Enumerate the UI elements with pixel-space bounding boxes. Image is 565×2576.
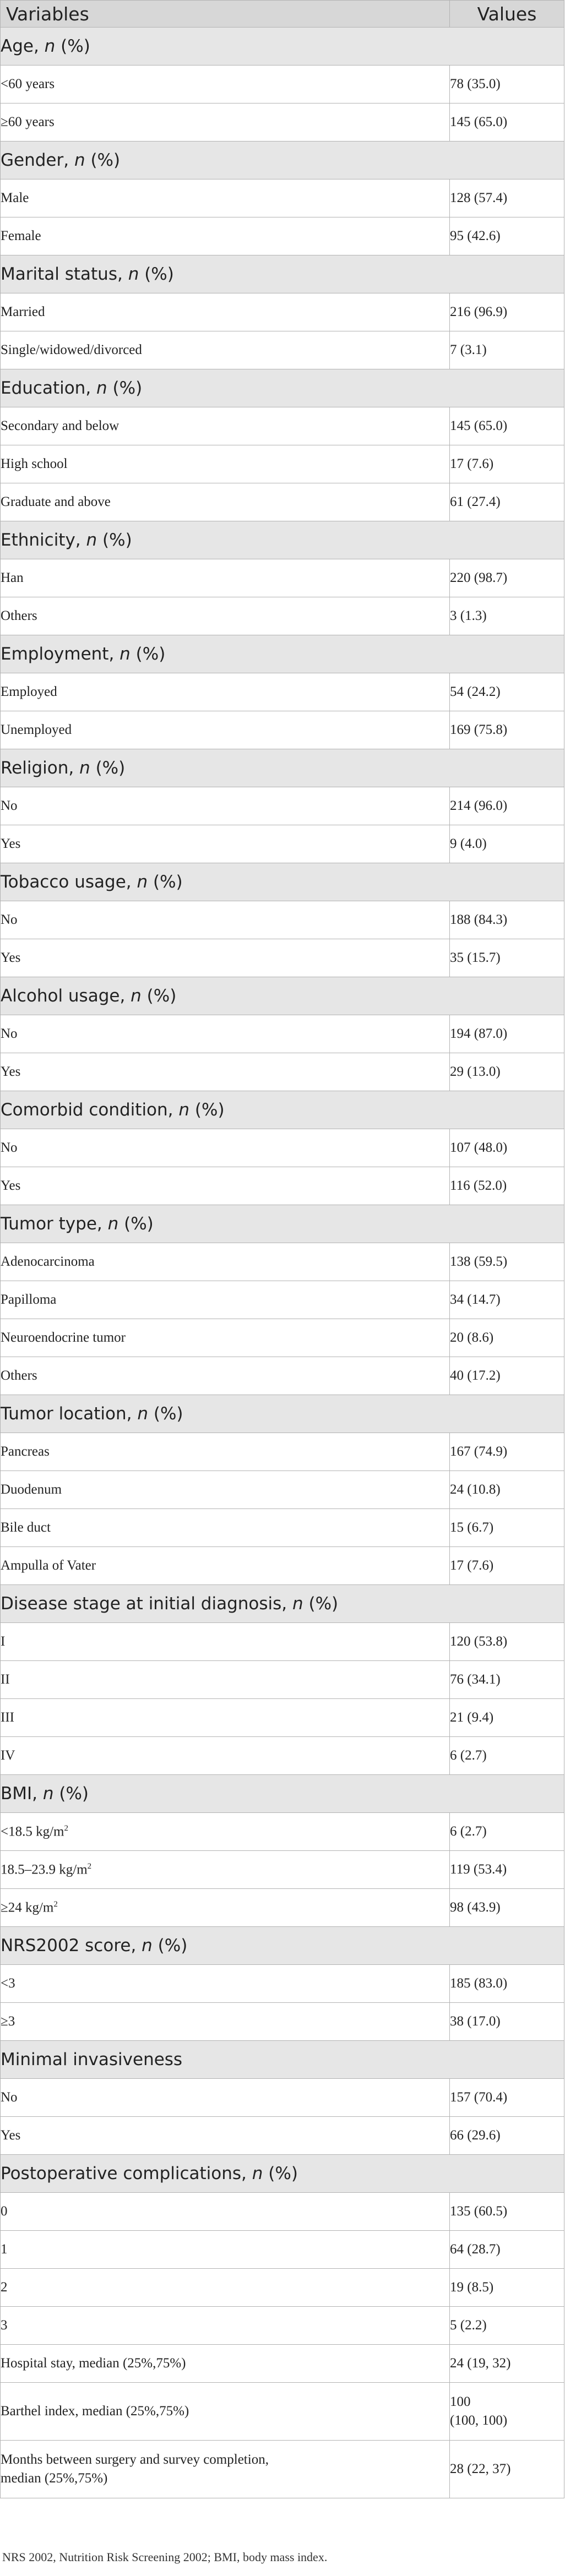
table-row bbox=[1, 787, 564, 825]
section-title: NRS2002 score, n (%) bbox=[1, 1927, 564, 1965]
row-value: 35 (15.7) bbox=[450, 939, 564, 977]
section-title: Ethnicity, n (%) bbox=[1, 521, 564, 559]
row-value: 78 (35.0) bbox=[450, 66, 564, 104]
row-value: 21 (9.4) bbox=[450, 1699, 564, 1737]
row-value: 167 (74.9) bbox=[450, 1433, 564, 1471]
table-row bbox=[1, 2269, 564, 2307]
row-label: Others bbox=[1, 597, 450, 635]
section-header-row bbox=[1, 1927, 564, 1965]
row-value: 66 (29.6) bbox=[450, 2117, 564, 2155]
section-header-row bbox=[1, 1205, 564, 1243]
table-row bbox=[1, 1699, 564, 1737]
variables-header: Variables bbox=[1, 1, 450, 28]
row-label: No bbox=[1, 787, 450, 825]
row-value: 116 (52.0) bbox=[450, 1167, 564, 1205]
row-value: 40 (17.2) bbox=[450, 1357, 564, 1395]
section-title: Gender, n (%) bbox=[1, 141, 564, 179]
table-row bbox=[1, 2117, 564, 2155]
row-value: 98 (43.9) bbox=[450, 1889, 564, 1927]
row-label: No bbox=[1, 2079, 450, 2117]
section-header-row bbox=[1, 28, 564, 66]
row-value: 135 (60.5) bbox=[450, 2193, 564, 2231]
table-row bbox=[1, 1053, 564, 1091]
section-title: Disease stage at initial diagnosis, n (%) bbox=[1, 1585, 564, 1623]
row-value: 38 (17.0) bbox=[450, 2003, 564, 2041]
row-value: 138 (59.5) bbox=[450, 1243, 564, 1281]
row-value: 194 (87.0) bbox=[450, 1015, 564, 1053]
table-row bbox=[1, 1623, 564, 1661]
row-value: 61 (27.4) bbox=[450, 483, 564, 521]
table-row bbox=[1, 1965, 564, 2003]
row-label: Male bbox=[1, 179, 450, 217]
table-row bbox=[1, 1281, 564, 1319]
row-label: Papilloma bbox=[1, 1281, 450, 1319]
row-value: 120 (53.8) bbox=[450, 1623, 564, 1661]
row-label: Neuroendocrine tumor bbox=[1, 1319, 450, 1357]
table-row bbox=[1, 179, 564, 217]
table-row bbox=[1, 559, 564, 597]
row-label: No bbox=[1, 1129, 450, 1167]
row-label: Ampulla of Vater bbox=[1, 1547, 450, 1585]
row-value: 145 (65.0) bbox=[450, 104, 564, 141]
row-value: 15 (6.7) bbox=[450, 1509, 564, 1547]
table-row bbox=[1, 1471, 564, 1509]
table-row bbox=[1, 711, 564, 749]
table-row bbox=[1, 1243, 564, 1281]
row-label: <18.5 $kg/m^2$ bbox=[1, 1813, 450, 1851]
table-row bbox=[1, 2441, 564, 2498]
table-row bbox=[1, 217, 564, 255]
row-value: 169 (75.8) bbox=[450, 711, 564, 749]
row-label: Barthel index, median (25%,75%) bbox=[1, 2383, 450, 2441]
row-value: 157 (70.4) bbox=[450, 2079, 564, 2117]
row-label: Months between surgery and survey completion, median (25%,75%) bbox=[1, 2441, 450, 2498]
row-value: 119 (53.4) bbox=[450, 1851, 564, 1889]
row-value: 54 (24.2) bbox=[450, 673, 564, 711]
row-label: No bbox=[1, 1015, 450, 1053]
table-row bbox=[1, 2345, 564, 2383]
section-header-row bbox=[1, 1091, 564, 1129]
row-label: Duodenum bbox=[1, 1471, 450, 1509]
row-label: <60 years bbox=[1, 66, 450, 104]
table-row bbox=[1, 66, 564, 104]
row-value: 29 (13.0) bbox=[450, 1053, 564, 1091]
table-row bbox=[1, 901, 564, 939]
row-value: 128 (57.4) bbox=[450, 179, 564, 217]
section-title: Education, n (%) bbox=[1, 369, 564, 407]
row-label: III bbox=[1, 1699, 450, 1737]
row-value: 6 (2.7) bbox=[450, 1813, 564, 1851]
row-value: 145 (65.0) bbox=[450, 407, 564, 445]
row-label: No bbox=[1, 901, 450, 939]
table-header bbox=[1, 1, 564, 28]
section-title: Postoperative complications, n (%) bbox=[1, 2155, 564, 2193]
row-value: 188 (84.3) bbox=[450, 901, 564, 939]
table-row bbox=[1, 1167, 564, 1205]
section-title: Minimal invasiveness bbox=[1, 2041, 564, 2079]
row-value: 95 (42.6) bbox=[450, 217, 564, 255]
section-title: BMI, n (%) bbox=[1, 1775, 564, 1813]
row-label: ≥3 bbox=[1, 2003, 450, 2041]
table-row bbox=[1, 1851, 564, 1889]
row-value: 9 (4.0) bbox=[450, 825, 564, 863]
row-value: 28 (22, 37) bbox=[450, 2441, 564, 2498]
row-label: 1 bbox=[1, 2231, 450, 2269]
section-title: Comorbid condition, n (%) bbox=[1, 1091, 564, 1129]
section-header-row bbox=[1, 369, 564, 407]
row-label: <3 bbox=[1, 1965, 450, 2003]
table-footnote: NRS 2002, Nutrition Risk Screening 2002; BMI, body mass index. bbox=[2, 2550, 328, 2564]
row-label: Yes bbox=[1, 1053, 450, 1091]
row-label: Yes bbox=[1, 825, 450, 863]
table-row bbox=[1, 1737, 564, 1775]
row-value: 24 (19, 32) bbox=[450, 2345, 564, 2383]
values-header: Values bbox=[450, 1, 564, 28]
table-row bbox=[1, 1433, 564, 1471]
table-row bbox=[1, 1509, 564, 1547]
table-row bbox=[1, 407, 564, 445]
table-row bbox=[1, 1129, 564, 1167]
section-header-row bbox=[1, 977, 564, 1015]
row-label: Yes bbox=[1, 1167, 450, 1205]
section-header-row bbox=[1, 2041, 564, 2079]
row-label: Yes bbox=[1, 2117, 450, 2155]
section-header-row bbox=[1, 1775, 564, 1813]
row-value: 20 (8.6) bbox=[450, 1319, 564, 1357]
section-header-row bbox=[1, 521, 564, 559]
section-header-row bbox=[1, 1585, 564, 1623]
row-label: ≥60 years bbox=[1, 104, 450, 141]
section-title: Alcohol usage, n (%) bbox=[1, 977, 564, 1015]
row-label: ≥24 $kg/m^2$ bbox=[1, 1889, 450, 1927]
row-value: 24 (10.8) bbox=[450, 1471, 564, 1509]
table-row bbox=[1, 1889, 564, 1927]
row-label: Single/widowed/divorced bbox=[1, 331, 450, 369]
row-value: 185 (83.0) bbox=[450, 1965, 564, 2003]
row-label: Pancreas bbox=[1, 1433, 450, 1471]
row-label: Adenocarcinoma bbox=[1, 1243, 450, 1281]
table-row bbox=[1, 2307, 564, 2345]
row-value: 216 (96.9) bbox=[450, 293, 564, 331]
table-row bbox=[1, 2193, 564, 2231]
section-header-row bbox=[1, 255, 564, 293]
table-row bbox=[1, 825, 564, 863]
section-title: Tumor type, n (%) bbox=[1, 1205, 564, 1243]
row-label: High school bbox=[1, 445, 450, 483]
section-header-row bbox=[1, 1395, 564, 1433]
row-label: Unemployed bbox=[1, 711, 450, 749]
row-value: 7 (3.1) bbox=[450, 331, 564, 369]
row-label: Married bbox=[1, 293, 450, 331]
row-value: 214 (96.0) bbox=[450, 787, 564, 825]
table-row bbox=[1, 483, 564, 521]
table-row bbox=[1, 1015, 564, 1053]
row-label: 0 bbox=[1, 2193, 450, 2231]
row-label: Secondary and below bbox=[1, 407, 450, 445]
row-value: 6 (2.7) bbox=[450, 1737, 564, 1775]
row-label: Employed bbox=[1, 673, 450, 711]
section-title: Marital status, n (%) bbox=[1, 255, 564, 293]
table-row bbox=[1, 2383, 564, 2441]
row-label: II bbox=[1, 1661, 450, 1699]
table-row bbox=[1, 1319, 564, 1357]
row-label: Yes bbox=[1, 939, 450, 977]
section-title: Tobacco usage, n (%) bbox=[1, 863, 564, 901]
row-label: Graduate and above bbox=[1, 483, 450, 521]
table-row bbox=[1, 293, 564, 331]
row-label: Others bbox=[1, 1357, 450, 1395]
row-value: 19 (8.5) bbox=[450, 2269, 564, 2307]
row-value: 220 (98.7) bbox=[450, 559, 564, 597]
section-title: Age, n (%) bbox=[1, 28, 564, 66]
section-header-row bbox=[1, 749, 564, 787]
row-value: 100 (100, 100) bbox=[450, 2383, 564, 2441]
row-label: Female bbox=[1, 217, 450, 255]
row-label: 18.5–23.9 $kg/m^2$ bbox=[1, 1851, 450, 1889]
row-label: Hospital stay, median (25%,75%) bbox=[1, 2345, 450, 2383]
section-title: Tumor location, n (%) bbox=[1, 1395, 564, 1433]
row-value: 76 (34.1) bbox=[450, 1661, 564, 1699]
table-row bbox=[1, 2231, 564, 2269]
row-value: 34 (14.7) bbox=[450, 1281, 564, 1319]
section-header-row bbox=[1, 2155, 564, 2193]
section-header-row bbox=[1, 635, 564, 673]
row-value: 5 (2.2) bbox=[450, 2307, 564, 2345]
table-row bbox=[1, 939, 564, 977]
table-row bbox=[1, 673, 564, 711]
table-row bbox=[1, 1357, 564, 1395]
table-row bbox=[1, 2003, 564, 2041]
table-row bbox=[1, 2079, 564, 2117]
row-label: 3 bbox=[1, 2307, 450, 2345]
table-row bbox=[1, 445, 564, 483]
table-row bbox=[1, 1813, 564, 1851]
row-value: 17 (7.6) bbox=[450, 445, 564, 483]
table-row bbox=[1, 597, 564, 635]
row-value: 64 (28.7) bbox=[450, 2231, 564, 2269]
row-label: 2 bbox=[1, 2269, 450, 2307]
row-value: 107 (48.0) bbox=[450, 1129, 564, 1167]
row-value: 17 (7.6) bbox=[450, 1547, 564, 1585]
section-header-row bbox=[1, 863, 564, 901]
section-header-row bbox=[1, 141, 564, 179]
table-row bbox=[1, 1547, 564, 1585]
row-label: I bbox=[1, 1623, 450, 1661]
row-label: IV bbox=[1, 1737, 450, 1775]
row-label: Bile duct bbox=[1, 1509, 450, 1547]
row-label: Han bbox=[1, 559, 450, 597]
table-row bbox=[1, 1661, 564, 1699]
table-row bbox=[1, 331, 564, 369]
section-title: Employment, n (%) bbox=[1, 635, 564, 673]
section-title: Religion, n (%) bbox=[1, 749, 564, 787]
row-value: 3 (1.3) bbox=[450, 597, 564, 635]
table-row bbox=[1, 104, 564, 141]
